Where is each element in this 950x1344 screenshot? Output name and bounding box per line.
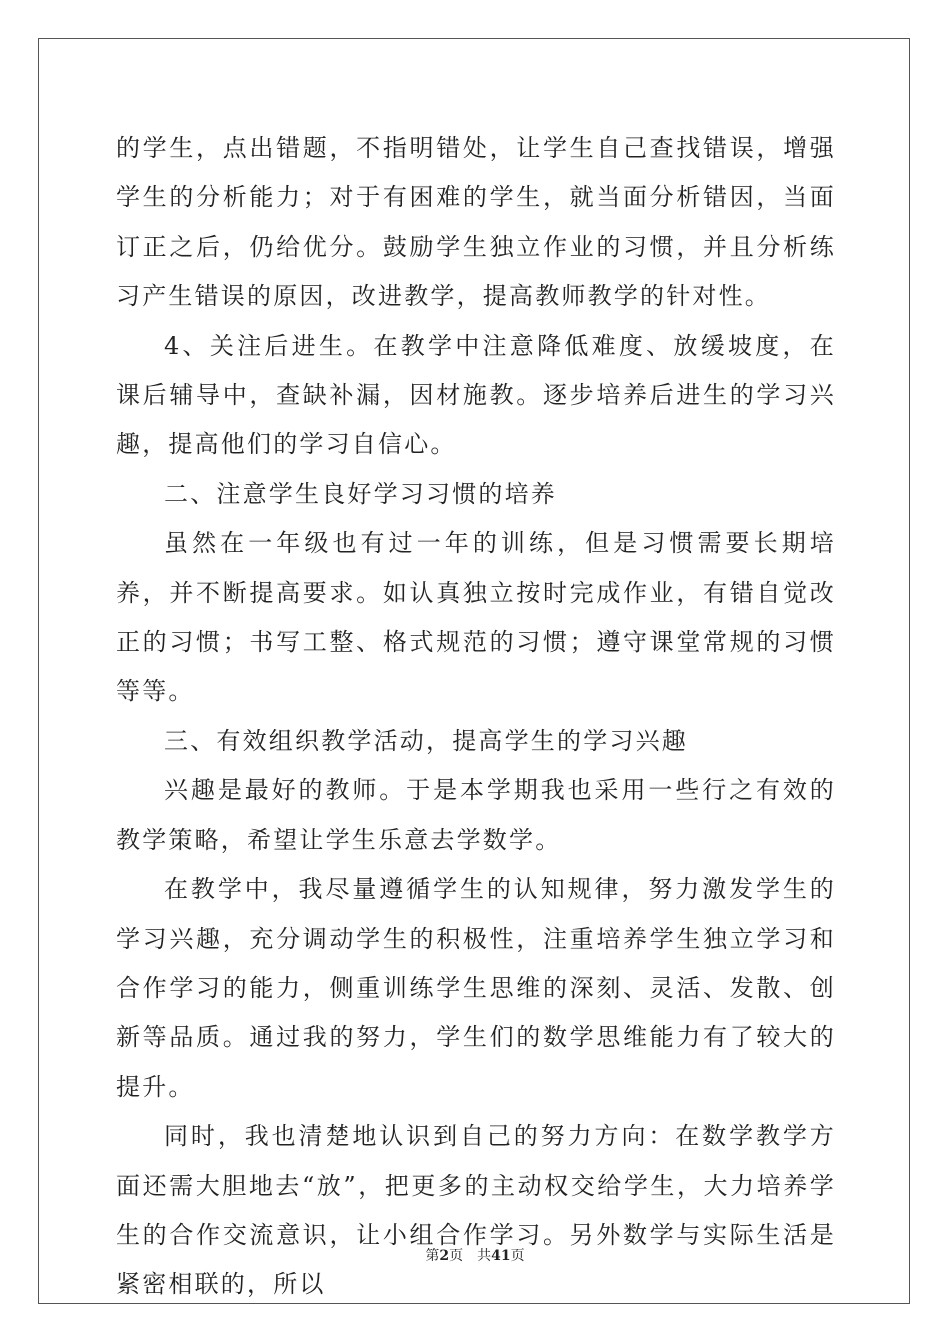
footer-total-prefix: 共: [477, 1248, 492, 1264]
section-heading: 三、有效组织教学活动，提高学生的学习兴趣: [164, 726, 688, 755]
page-footer: [0, 1245, 950, 1265]
paragraph: 兴趣是最好的教师。于是本学期我也采用一些行之有效的教学策略，希望让学生乐意去学数学。: [116, 776, 836, 854]
paragraph: 在教学中，我尽量遵循学生的认知规律，努力激发学生的学习兴趣，充分调动学生的积极性，注重培养学生独立学习和合作学习的能力，侧重训练学生思维的深刻、灵活、发散、创新等品质。通过我的努力，学生们的数学思维能力有了较大的提升。: [116, 875, 836, 1101]
total-page-count: 41: [491, 1248, 511, 1264]
paragraph: 虽然在一年级也有过一年的训练，但是习惯需要长期培养，并不断提高要求。如认真独立按时完成作业，有错自觉改正的习惯；书写工整、格式规范的习惯；遵守课堂常规的习惯等等。: [116, 529, 836, 706]
paragraph: 同时，我也清楚地认识到自己的努力方向：在数学教学方面还需大胆地去“放”，把更多的主动权交给学生，大力培养学生的合作交流意识，让小组合作学习。另外数学与实际生活是紧密相联的，所以: [116, 1122, 836, 1299]
paragraph: 的学生，点出错题，不指明错处，让学生自己查找错误，增强学生的分析能力；对于有困难的学生，就当面分析错因，当面订正之后，仍给优分。鼓励学生独立作业的习惯，并且分析练习产生错误的原因，改进教学，提高教师教学的针对性。: [116, 134, 836, 311]
current-page-number: 2: [439, 1248, 450, 1264]
paragraph: 4、关注后进生。在教学中注意降低难度、放缓坡度，在课后辅导中，查缺补漏，因材施教。逐步培养后进生的学习兴趣，提高他们的学习自信心。: [116, 331, 836, 459]
footer-prefix: 第: [425, 1248, 440, 1264]
footer-page-unit: 页: [449, 1248, 464, 1264]
document-body: [116, 124, 836, 1310]
section-heading: 二、注意学生良好学习习惯的培养: [164, 479, 557, 508]
footer-total-unit: 页: [510, 1248, 525, 1264]
